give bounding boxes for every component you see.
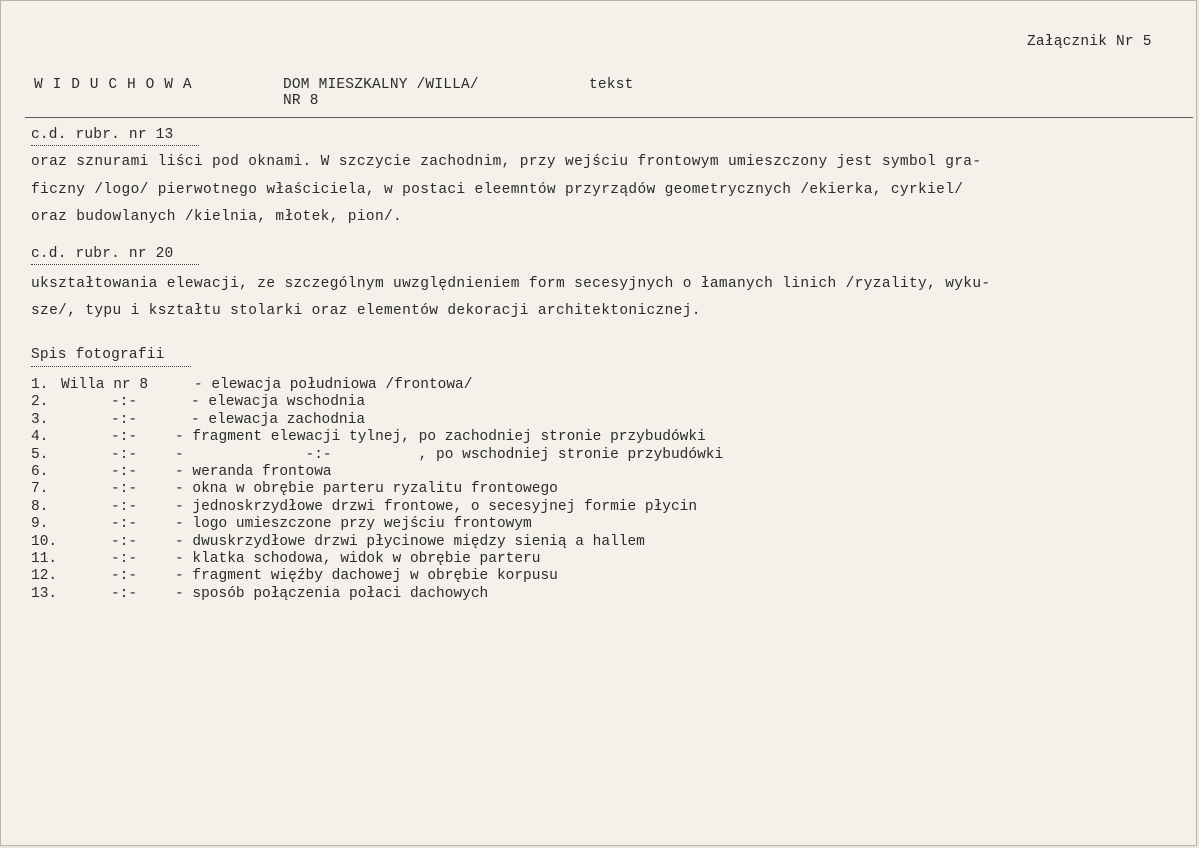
list-item bbox=[31, 463, 332, 481]
item-number: 10. bbox=[31, 533, 58, 550]
section1-line-3: oraz budowlanych /kielnia, młotek, pion/. bbox=[31, 209, 403, 225]
item-ref: -:- bbox=[111, 394, 138, 411]
item-number: 13. bbox=[31, 585, 58, 602]
item-number: 2. bbox=[31, 394, 49, 411]
list-item bbox=[31, 429, 706, 446]
item-desc: - sposób połączenia połaci dachowych bbox=[175, 585, 489, 602]
item-number: 9. bbox=[31, 516, 49, 533]
list-item bbox=[31, 481, 558, 498]
item-desc: - jednoskrzydłowe drzwi frontowe, o secesyjnej formie płycin bbox=[175, 498, 698, 515]
item-ref: -:- bbox=[111, 481, 138, 498]
photo-list-heading-underline bbox=[31, 366, 191, 367]
item-ref: -:- bbox=[111, 550, 138, 567]
item-desc: - -:- , po wschodniej stronie przybudówki bbox=[175, 446, 724, 463]
section1-line-2: ficzny /logo/ pierwotnego właściciela, w postaci eleemntów przyrządów geometrycznych /ekierka, cyrkiel/ bbox=[31, 182, 964, 198]
list-item bbox=[31, 585, 489, 603]
section-heading-13: c.d. rubr. nr 13 bbox=[31, 127, 174, 143]
list-item bbox=[31, 533, 645, 551]
object-name: DOM MIESZKALNY /WILLA/ bbox=[283, 77, 479, 93]
list-item bbox=[31, 498, 698, 516]
section-heading-20: c.d. rubr. nr 20 bbox=[31, 246, 174, 262]
item-desc: - elewacja południowa /frontowa/ bbox=[194, 377, 473, 393]
header-divider bbox=[25, 117, 1193, 118]
list-item bbox=[31, 446, 724, 464]
item-number: 1. bbox=[31, 377, 49, 393]
list-item bbox=[31, 550, 541, 568]
item-number: 4. bbox=[31, 429, 49, 446]
item-ref: Willa nr 8 bbox=[61, 377, 149, 393]
item-ref: -:- bbox=[111, 429, 138, 446]
item-desc: - logo umieszczone przy wejściu frontowym bbox=[175, 516, 532, 533]
item-desc: - weranda frontowa bbox=[175, 463, 332, 480]
item-desc: - klatka schodowa, widok w obrębie parteru bbox=[175, 550, 541, 567]
photo-list-heading: Spis fotografii bbox=[31, 347, 165, 363]
record-type: tekst bbox=[589, 77, 634, 93]
item-desc: - okna w obrębie parteru ryzalitu frontowego bbox=[175, 481, 558, 498]
item-desc: - fragment więźby dachowej w obrębie korpusu bbox=[175, 568, 558, 585]
item-desc: - dwuskrzydłowe drzwi płycinowe między sienią a hallem bbox=[175, 533, 645, 550]
section-heading-13-underline bbox=[31, 145, 199, 146]
place-name: W I D U C H O W A bbox=[34, 77, 193, 93]
item-ref: -:- bbox=[111, 516, 138, 533]
item-number: 7. bbox=[31, 481, 49, 498]
item-number: 6. bbox=[31, 463, 49, 480]
item-desc: - fragment elewacji tylnej, po zachodniej stronie przybudówki bbox=[175, 429, 706, 446]
item-number: 3. bbox=[31, 411, 49, 428]
section-heading-20-underline bbox=[31, 264, 199, 265]
item-ref: -:- bbox=[111, 411, 138, 428]
item-number: 11. bbox=[31, 550, 58, 567]
list-item bbox=[31, 516, 532, 533]
list-item bbox=[31, 377, 473, 394]
item-number: 8. bbox=[31, 498, 49, 515]
item-ref: -:- bbox=[111, 568, 138, 585]
annex-label: Załącznik Nr 5 bbox=[1027, 34, 1152, 50]
item-ref: -:- bbox=[111, 463, 138, 480]
item-ref: -:- bbox=[111, 585, 138, 602]
section2-line-2: sze/, typu i kształtu stolarki oraz elementów dekoracji architektonicznej. bbox=[31, 303, 701, 319]
photo-list bbox=[31, 377, 724, 603]
section1-line-1: oraz sznurami liści pod oknami. W szczycie zachodnim, przy wejściu frontowym umieszczony jest symbol gra- bbox=[31, 154, 982, 170]
object-number: NR 8 bbox=[283, 93, 319, 109]
item-ref: -:- bbox=[111, 498, 138, 515]
list-item bbox=[31, 568, 558, 585]
item-desc: - elewacja zachodnia bbox=[191, 411, 366, 428]
item-desc: - elewacja wschodnia bbox=[191, 394, 366, 411]
item-ref: -:- bbox=[111, 446, 138, 463]
list-item bbox=[31, 394, 366, 411]
item-number: 5. bbox=[31, 446, 49, 463]
item-number: 12. bbox=[31, 568, 58, 585]
section2-line-1: ukształtowania elewacji, ze szczególnym uwzględnieniem form secesyjnych o łamanych linich /ryzality, wyku- bbox=[31, 276, 991, 292]
list-item bbox=[31, 411, 366, 429]
item-ref: -:- bbox=[111, 533, 138, 550]
